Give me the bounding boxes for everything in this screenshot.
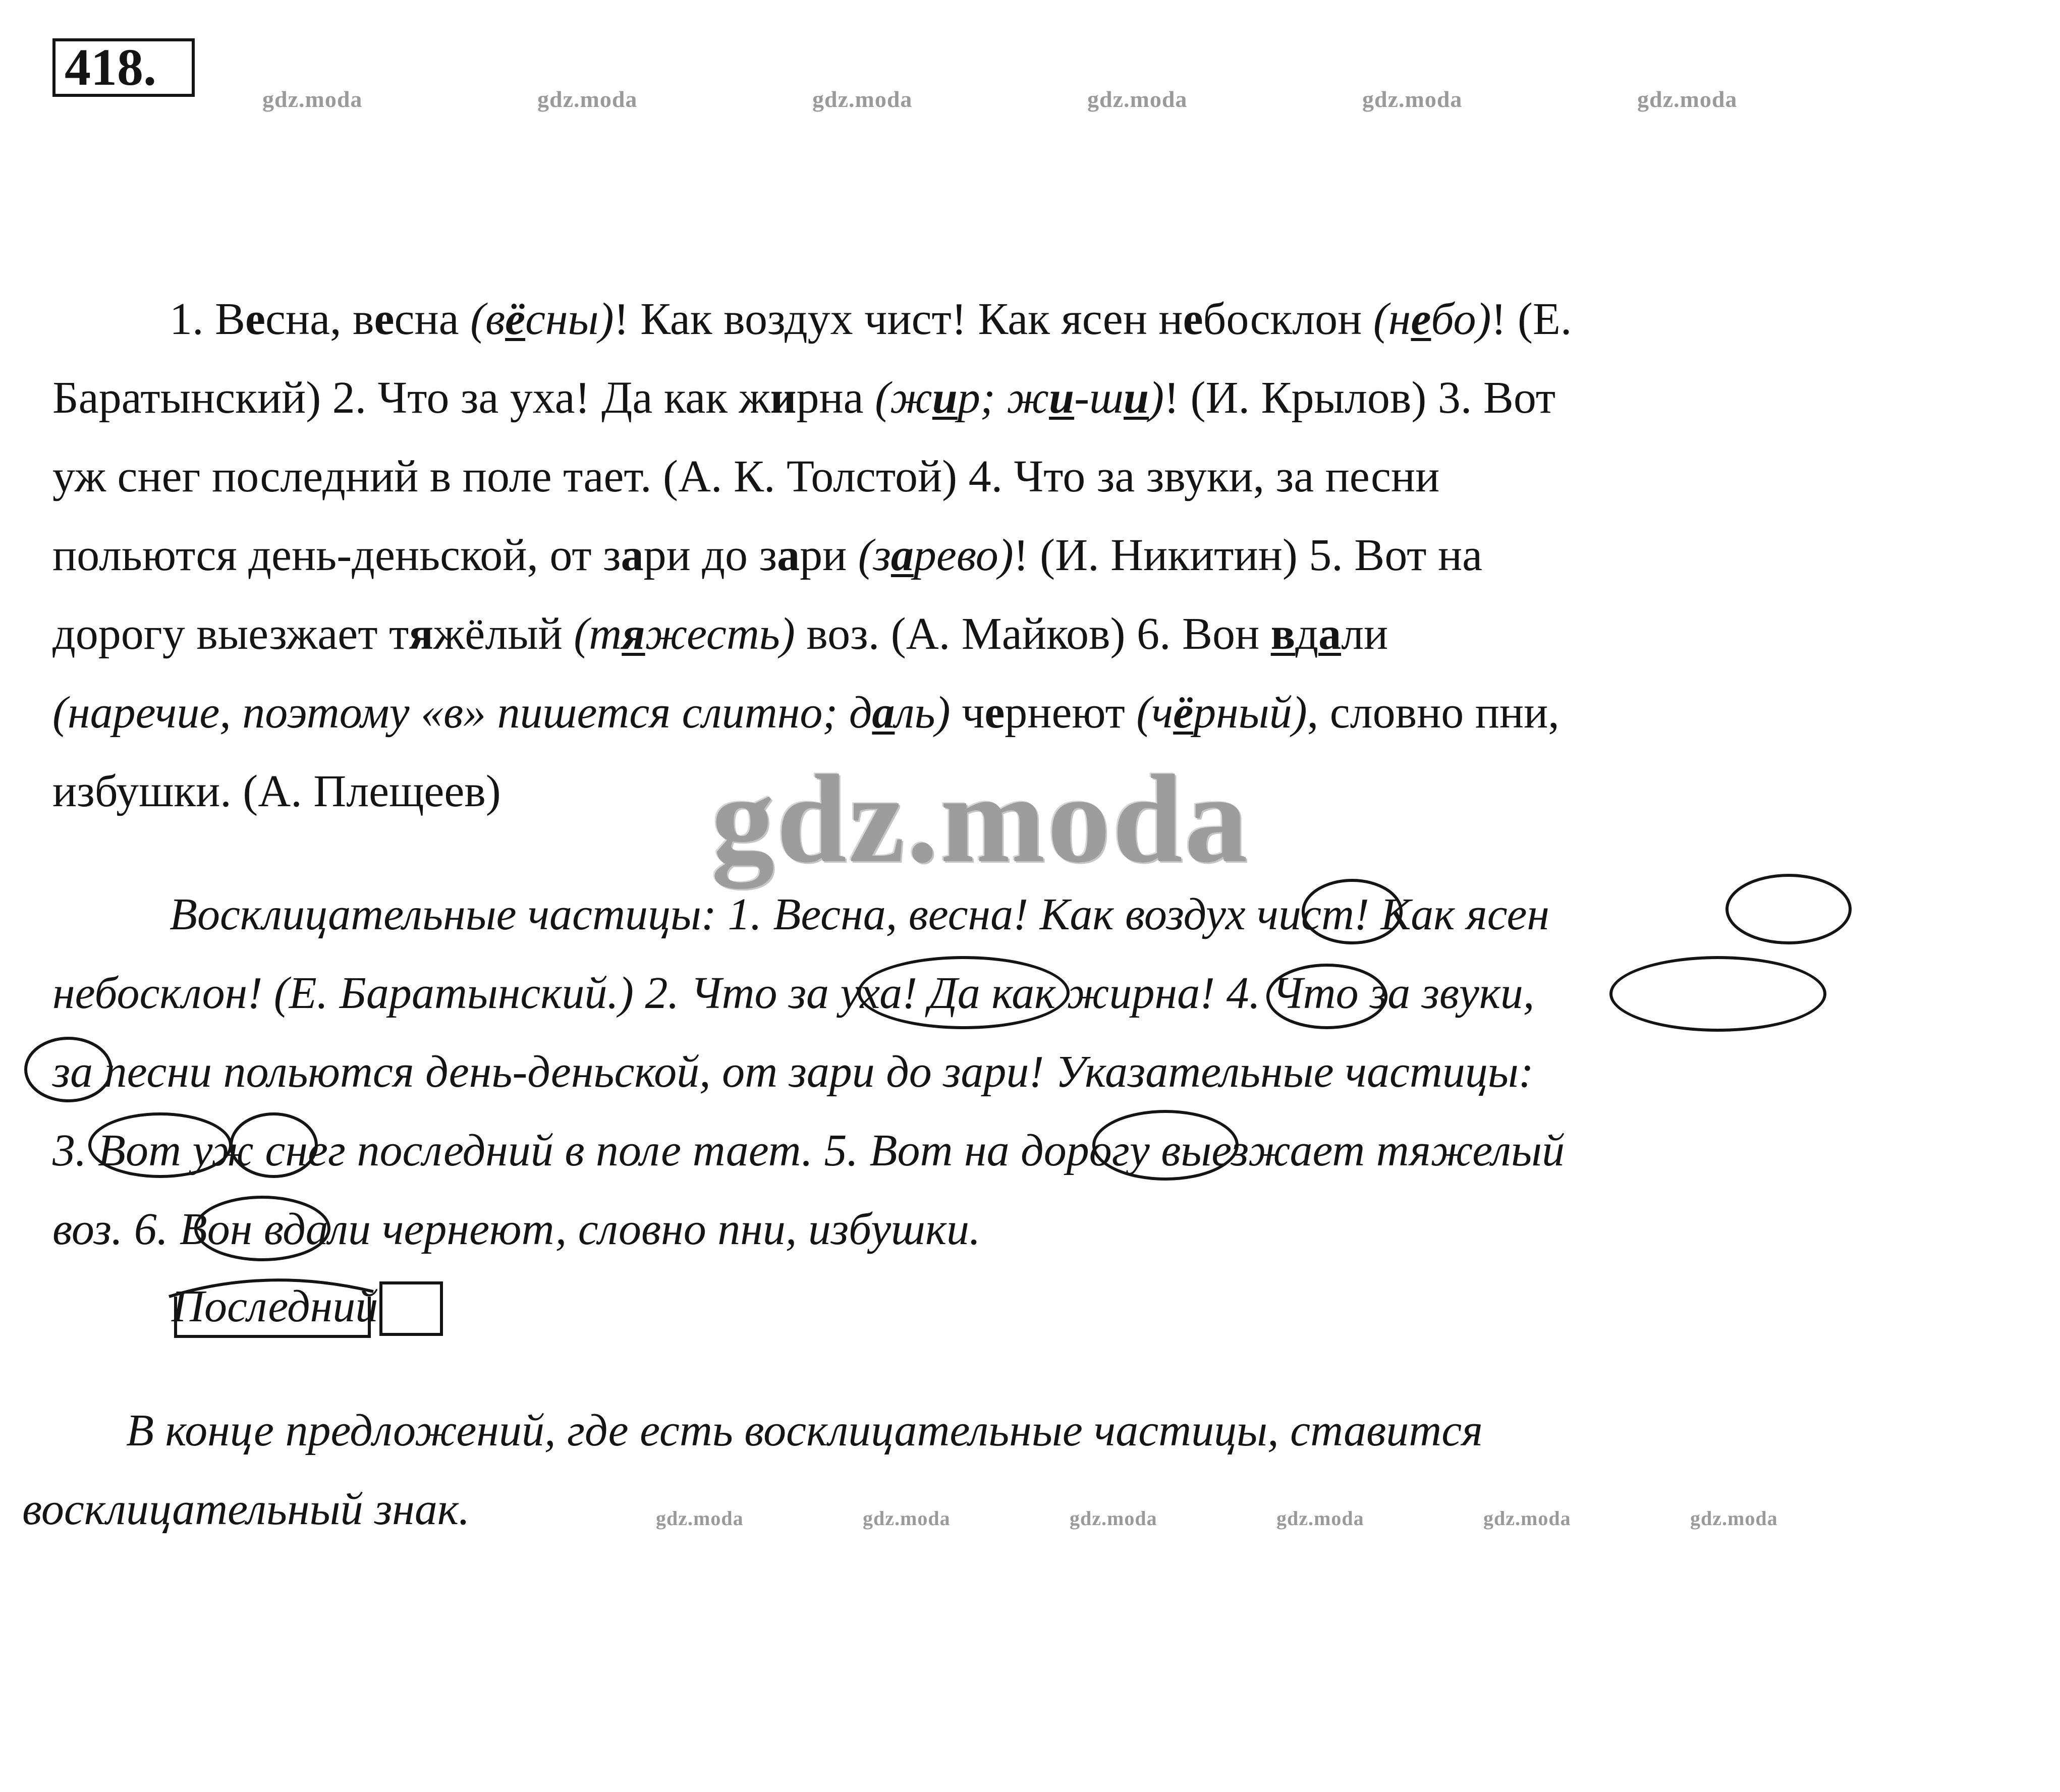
watermark: gdz.moda [1690,1507,1778,1530]
analysis-line-4: 3. Вот уж снег последний в поле тает. 5. Вот на дорогу выезжает тяжелый [52,1126,1565,1175]
analysis-line-2: небосклон! (Е. Баратынский.) 2. Что за уха! Да как жирна! 4. Что за звуки, [52,968,1535,1018]
main-text-line-5 [52,595,1388,674]
text-segment: (н [1373,294,1411,344]
morpheme-stem: Последн [172,1281,333,1331]
watermark: gdz.moda [1087,86,1188,112]
watermark: gdz.moda [262,86,363,112]
watermark: gdz.moda [656,1507,744,1530]
particle-oval-uzh [230,1112,318,1178]
text-segment: ё [1173,688,1194,738]
text-segment: Баратынский) 2. Что за уха! Да как ж [52,373,770,423]
particle-oval-kak-2 [1725,874,1852,944]
watermark-large: gdz.moda [711,749,1250,889]
text-segment: (ч [1136,688,1174,738]
text-segment: рево) [913,530,1014,580]
text-segment: я [622,609,645,659]
text-segment: е [984,688,1005,738]
text-segment: е [245,294,265,344]
ending-box [379,1281,443,1336]
text-segment: ль) [895,688,951,738]
exercise-number: 418. [52,38,195,97]
watermark: gdz.moda [863,1507,951,1530]
particle-oval-za [24,1037,113,1102]
watermark: gdz.moda [1483,1507,1571,1530]
text-segment: р; ж [957,373,1049,423]
main-text-line-3 [52,437,1439,516]
text-segment: ч [950,688,985,738]
text-segment: а [872,688,895,738]
text-segment: ! Как воздух чист! Как ясен н [614,294,1183,344]
morpheme-ending: ий [332,1281,378,1331]
text-segment: (т [574,609,622,659]
main-text-line-1 [170,280,1572,359]
text-segment: жёлый [433,609,574,659]
text-segment: сна [394,294,471,344]
text-segment: ё [505,294,526,344]
watermark: gdz.moda [537,86,638,112]
text-segment: д [1295,609,1319,659]
analysis-line-5: воз. 6. Вон вдали чернеют, словно пни, избушки. [52,1204,981,1254]
text-segment: рна [796,373,875,423]
text-segment: е [1411,294,1431,344]
text-segment: (наречие, поэтому «в» пишется слитно; д [52,688,872,738]
particle-oval-kak-3 [1266,964,1387,1029]
text-segment: избушки. (А. Плещеев) [52,766,501,816]
text-segment: ли [1341,609,1388,659]
particle-oval-vot-1 [88,1112,232,1178]
text-segment: (з [858,530,891,580]
main-text-line-6 [52,674,1560,752]
stem-box [174,1297,371,1338]
text-segment: я [409,609,434,659]
particle-oval-vot-2 [1092,1110,1239,1181]
particle-oval-kak-1 [1302,879,1403,944]
text-segment: ! (И. Никитин) 5. Вот на [1013,530,1483,580]
text-segment: а [777,530,800,580]
text-segment: рнеют [1005,688,1137,738]
watermark: gdz.moda [812,86,913,112]
text-segment: польются день-деньской, от з [52,530,621,580]
text-segment: рный) [1193,688,1307,738]
text-segment: в [1270,609,1296,659]
text-segment: воз. (А. Майков) 6. Вон [795,609,1271,659]
particle-oval-von [194,1196,330,1261]
text-segment: (в [470,294,506,344]
watermark: gdz.moda [1362,86,1463,112]
text-segment: дорогу выезжает т [52,609,409,659]
particle-oval-chto-za-1 [858,956,1070,1029]
text-segment: и [932,373,958,423]
main-text-line-7 [52,752,501,831]
text-segment: сны) [525,294,614,344]
text-segment: ри [800,530,858,580]
text-segment: сна, в [265,294,374,344]
text-segment: и [1124,373,1149,423]
text-segment: ) [1149,373,1164,423]
particle-oval-chto-za-2 [1609,956,1826,1032]
text-segment: а [1318,609,1342,659]
analysis-line-1: Восклицательные частицы: 1. Весна, весна! Как воздух чист! Как ясен [170,889,1550,939]
text-segment: а [621,530,644,580]
text-segment: а [890,530,914,580]
main-text-line-2 [52,359,1555,437]
watermark: gdz.moda [1276,1507,1364,1530]
text-segment: бо) [1431,294,1491,344]
watermark: gdz.moda [1070,1507,1157,1530]
text-segment: -ш [1074,373,1124,423]
text-segment: и [770,373,797,423]
watermark: gdz.moda [1637,86,1738,112]
text-segment: и [1049,373,1075,423]
analysis-line-3: за песни польются день-деньской, от зари до зари! Указательные частицы: [52,1047,1534,1097]
conclusion-line-2: восклицательный знак. [22,1484,470,1534]
main-text-line-4 [52,516,1482,595]
text-segment: е [1183,294,1203,344]
text-segment: ! (И. Крылов) 3. Вот [1164,373,1556,423]
text-segment: (ж [875,373,932,423]
conclusion-line-1: В конце предложений, где есть восклицательные частицы, ставится [126,1406,1483,1455]
text-segment: , словно пни, [1307,688,1560,738]
text-segment: жесть) [645,609,795,659]
text-segment: уж снег последний в поле тает. (А. К. Толстой) 4. Что за звуки, за песни [52,452,1440,501]
text-segment: ри до з [643,530,777,580]
text-segment: 1. В [170,294,246,344]
text-segment: босклон [1203,294,1373,344]
text-segment: ! (Е. [1491,294,1572,344]
text-segment: е [374,294,395,344]
